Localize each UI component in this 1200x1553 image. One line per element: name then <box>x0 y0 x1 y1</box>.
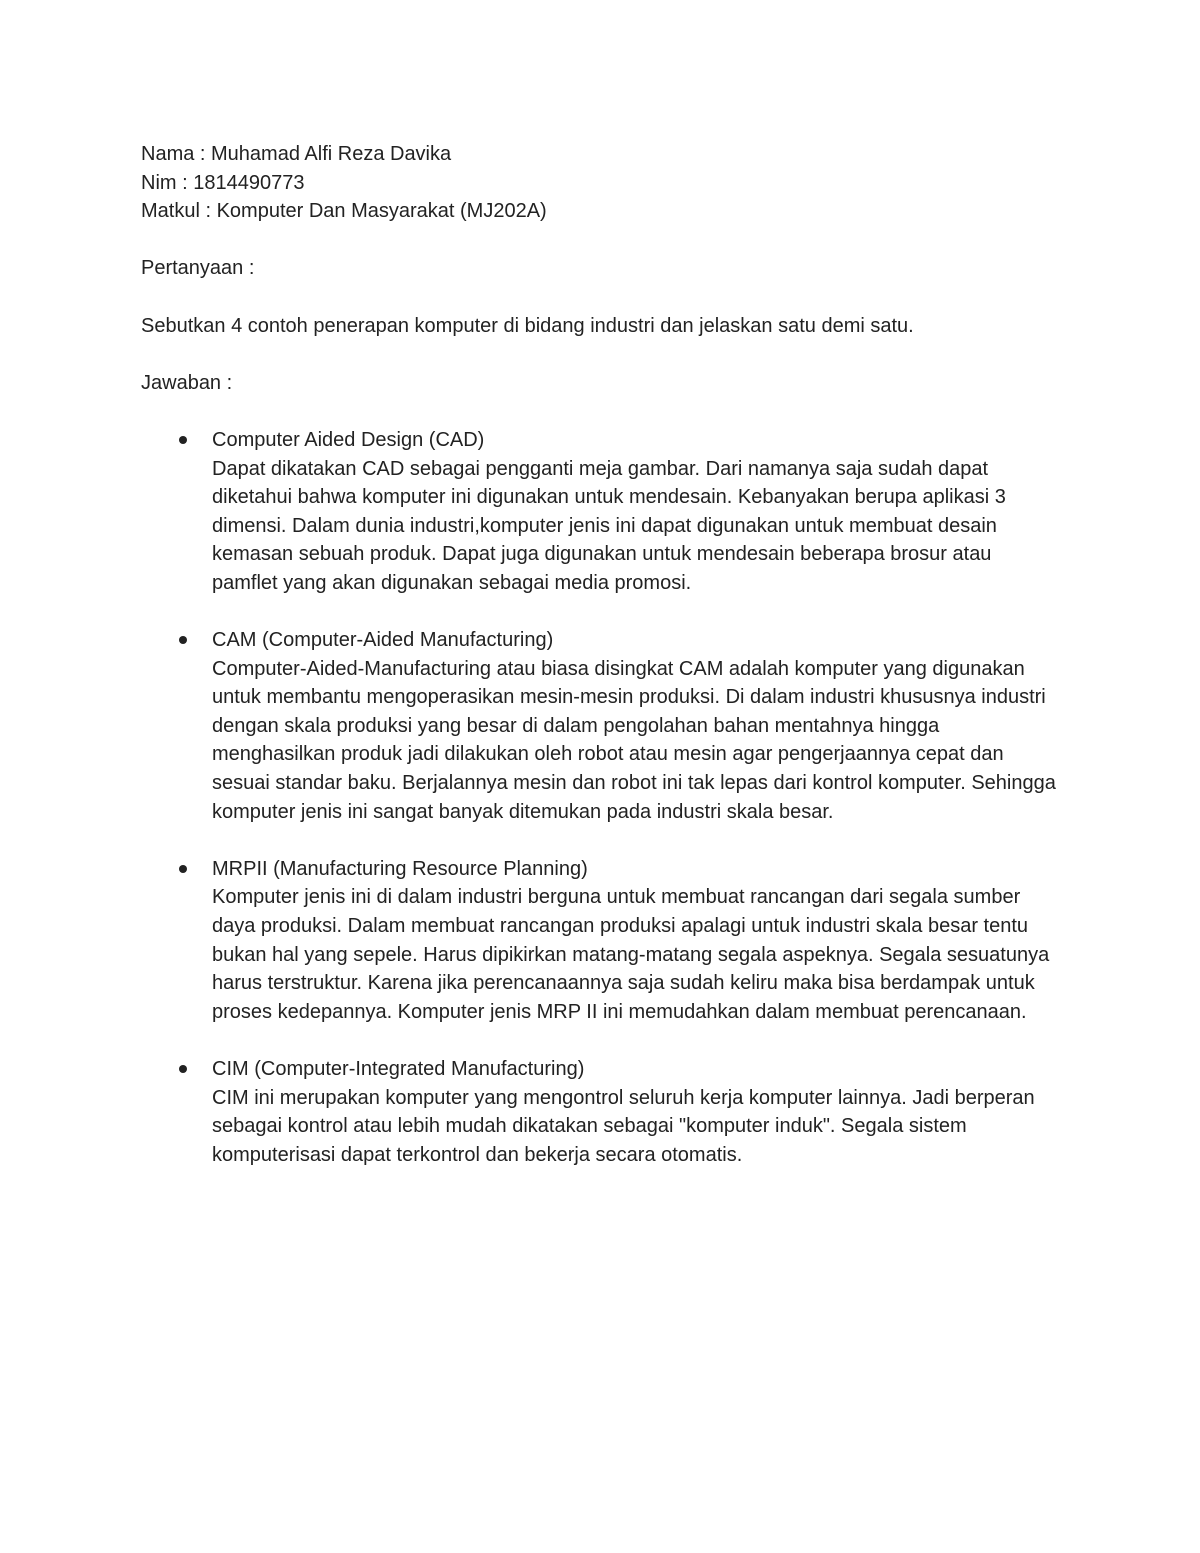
bullet-icon <box>179 1065 187 1073</box>
item-title: CIM (Computer-Integrated Manufacturing) <box>212 1058 585 1080</box>
list-item-mrpii <box>141 855 1062 1027</box>
list-item-cam <box>141 626 1062 826</box>
item-body: Dapat dikatakan CAD sebagai pengganti meja gambar. Dari namanya saja sudah dapat diketahui bahwa komputer ini digunakan untuk mendesain. Kebanyakan berupa aplikasi 3 dimensi. Dalam dunia industri,komputer jenis ini dapat digunakan untuk membuat desain kemasan sebuah produk. Dapat juga digunakan untuk mendesain beberapa brosur atau pamflet yang akan digunakan sebagai media promosi. <box>212 457 1006 594</box>
item-body: Computer-Aided-Manufacturing atau biasa disingkat CAM adalah komputer yang digunakan untuk membantu mengoperasikan mesin-mesin produksi. Di dalam industri khususnya industri dengan skala produksi yang besar di dalam pengolahan bahan mentahnya hingga menghasilkan produk jadi dilakukan oleh robot atau mesin agar pengerjaannya cepat dan sesuai standar baku. Berjalannya mesin dan robot ini tak lepas dari kontrol komputer. Sehingga komputer jenis ini sangat banyak ditemukan pada industri skala besar. <box>212 657 1056 823</box>
student-name: Nama : Muhamad Alfi Reza Davika <box>141 143 452 165</box>
list-item-cim <box>141 1055 1062 1169</box>
item-body: Komputer jenis ini di dalam industri berguna untuk membuat rancangan dari segala sumber daya produksi. Dalam membuat rancangan produksi apalagi untuk industri skala besar tentu bukan hal yang sepele. Harus dipikirkan matang-matang segala aspeknya. Segala sesuatunya harus terstruktur. Karena jika perencanaannya saja sudah keliru maka bisa berdampak untuk proses kedepannya. Komputer jenis MRP II ini memudahkan dalam membuat perencanaan. <box>212 886 1050 1023</box>
spacer <box>141 283 1071 312</box>
question-text: Sebutkan 4 contoh penerapan komputer di bidang industri dan jelaskan satu demi satu. <box>141 314 914 337</box>
spacer <box>141 397 1071 426</box>
bullet-icon <box>179 636 187 644</box>
list-item-cad <box>141 426 1062 598</box>
spacer <box>141 226 1071 255</box>
item-title: CAM (Computer-Aided Manufacturing) <box>212 629 554 652</box>
item-body: CIM ini merupakan komputer yang mengontrol seluruh kerja komputer lainnya. Jadi berperan sebagai kontrol atau lebih mudah dikatakan sebagai "komputer induk". Segala sistem komputerisasi dapat terkontrol dan bekerja secara otomatis. <box>212 1086 1035 1166</box>
spacer <box>141 340 1071 369</box>
student-nim: Nim : 1814490773 <box>141 171 305 194</box>
document-page <box>141 140 1071 1169</box>
item-title: Computer Aided Design (CAD) <box>212 428 485 451</box>
answer-label: Jawaban : <box>141 371 233 394</box>
course-name: Matkul : Komputer Dan Masyarakat (MJ202A) <box>141 200 547 223</box>
bullet-icon <box>179 865 187 873</box>
bullet-icon <box>179 436 187 444</box>
question-label: Pertanyaan : <box>141 257 255 280</box>
item-title: MRPII (Manufacturing Resource Planning) <box>212 857 588 880</box>
answer-list <box>141 426 1071 1169</box>
